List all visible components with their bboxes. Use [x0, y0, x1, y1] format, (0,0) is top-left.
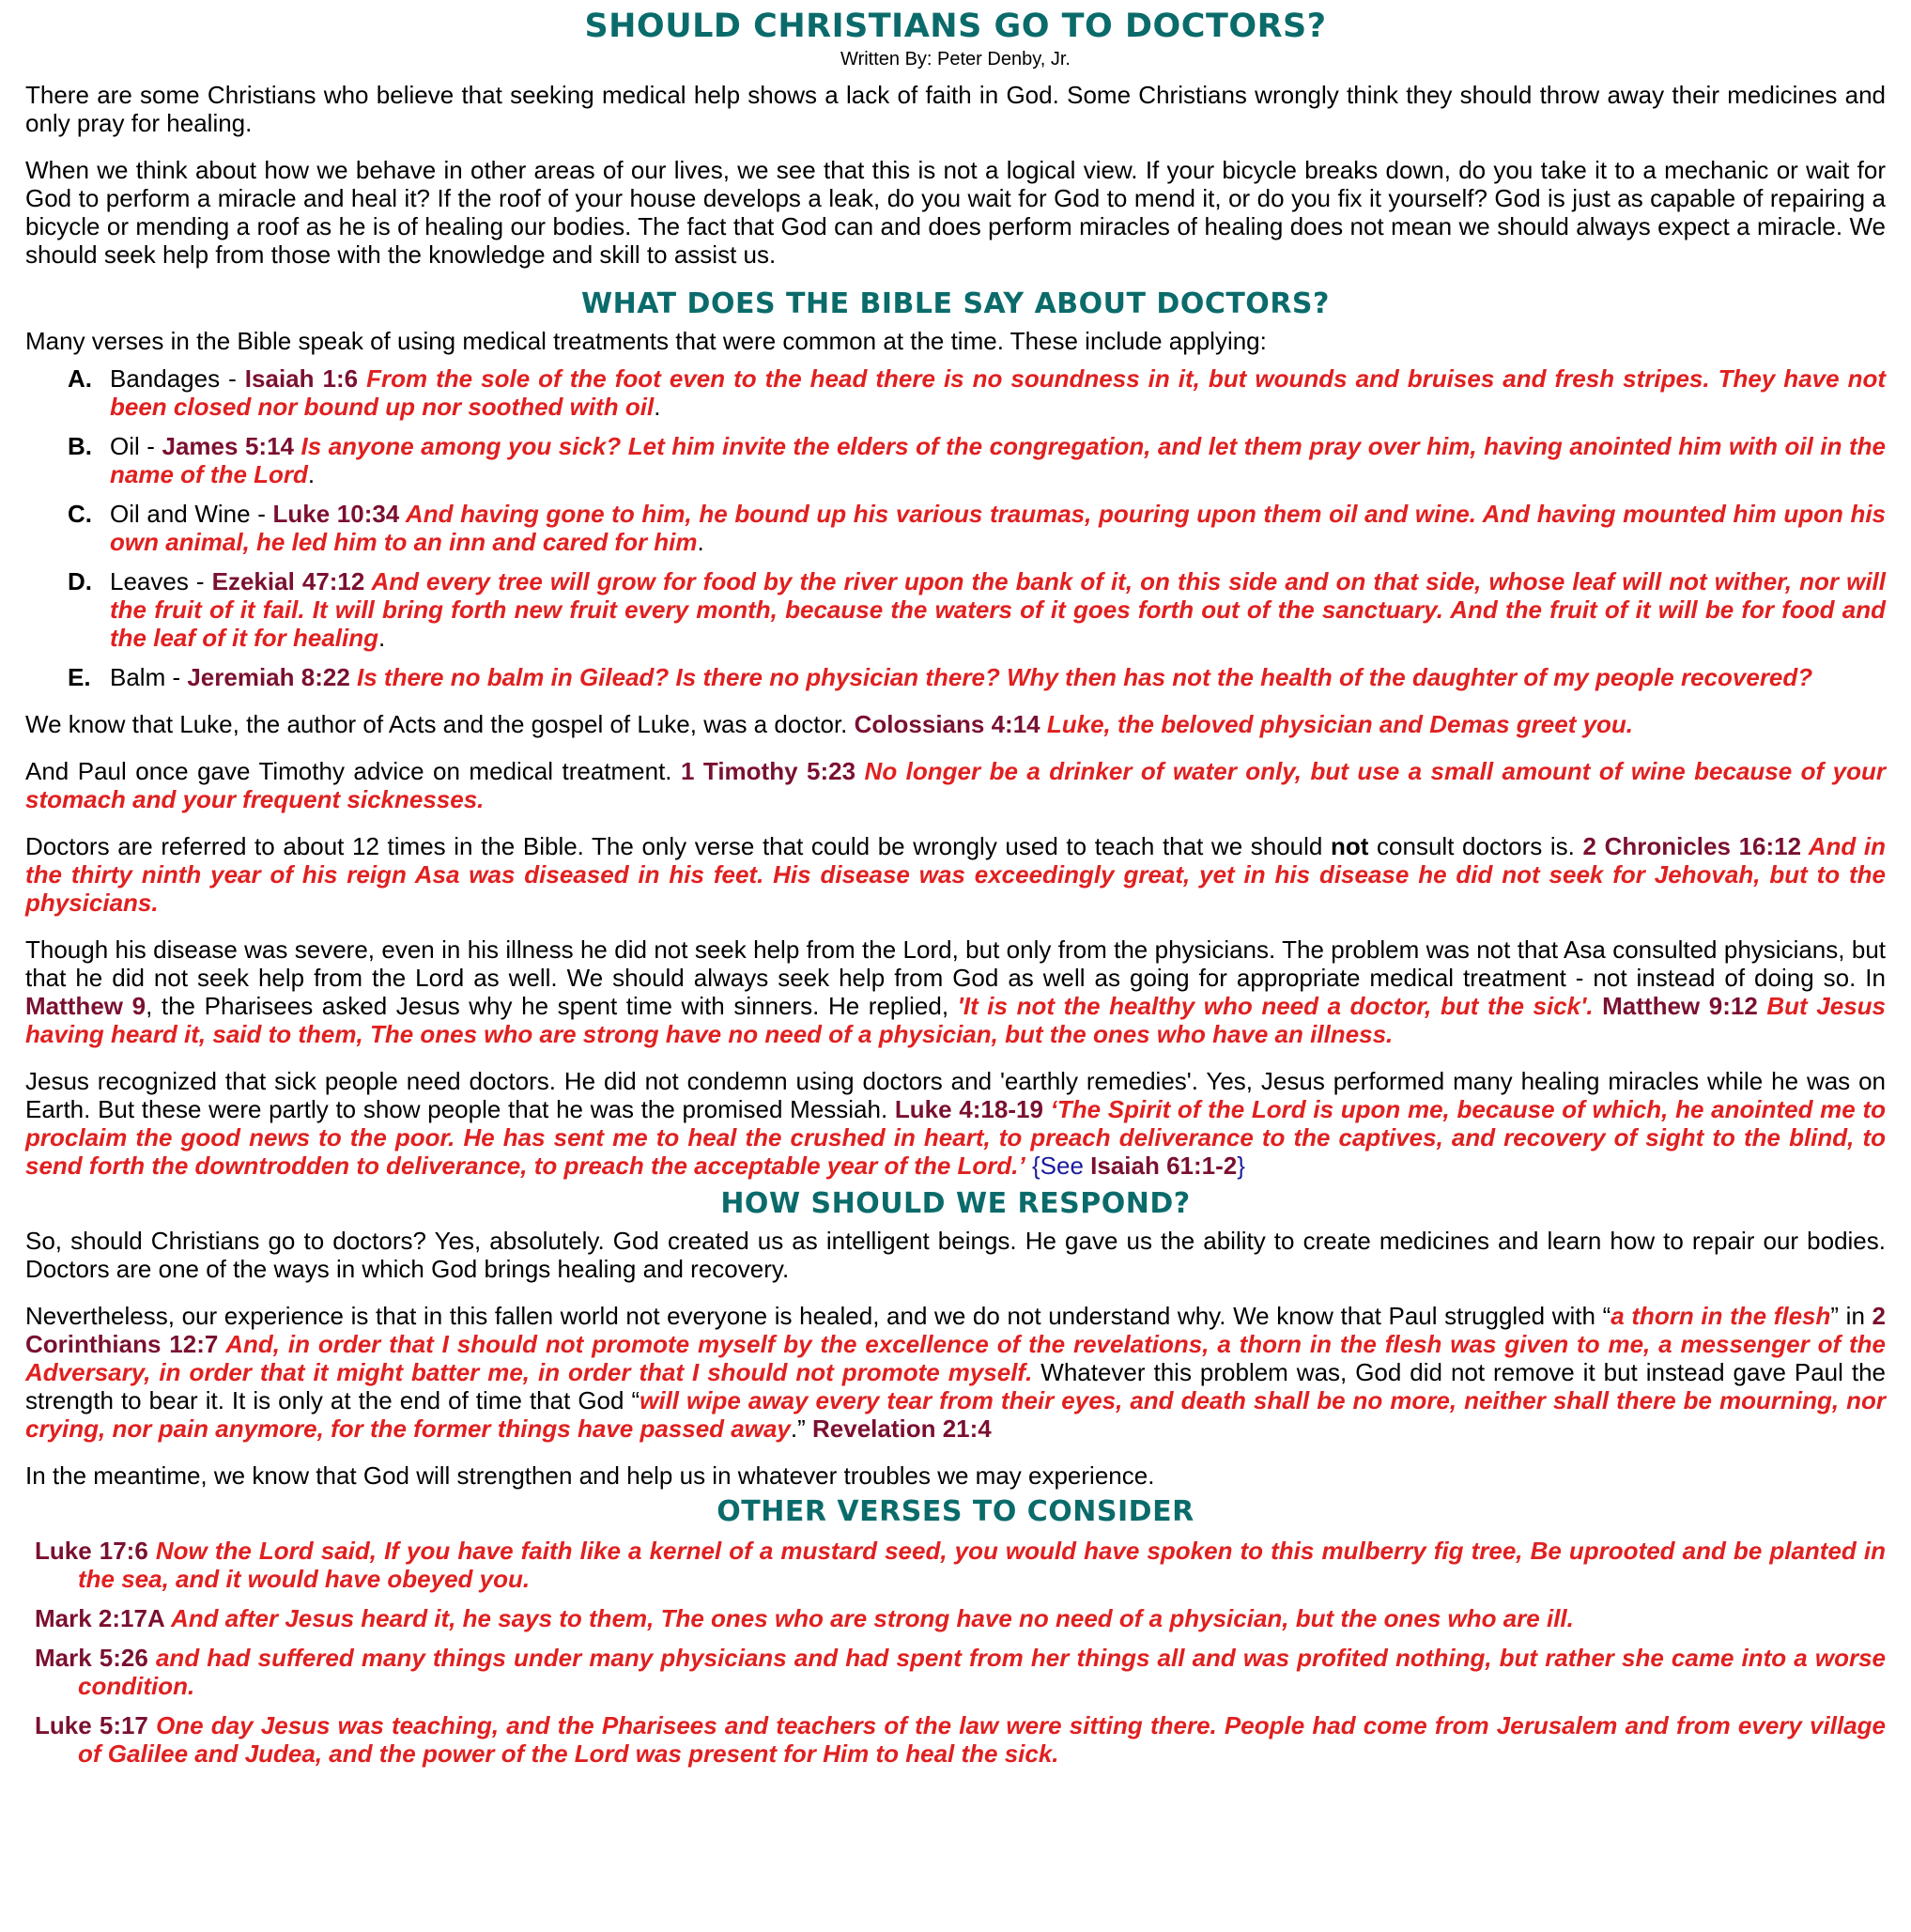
intro-paragraph-1: There are some Christians who believe that seeking medical help shows a lack of faith in God. Some Christians wrongly think they should throw away their medicines and only pray for healing. [25, 81, 1886, 137]
scripture-verse: From the sole of the foot even to the head there is no soundness in it, but wounds and bruises and fresh stripes. They have not been closed nor bound up nor soothed with oil [110, 364, 1887, 421]
scripture-reference: Luke 10:34 [272, 500, 400, 528]
treatment-item [25, 364, 1886, 421]
list-item [25, 1711, 1886, 1768]
treatment-item [25, 432, 1886, 488]
section-lead: Many verses in the Bible speak of using medical treatments that were common at the time. These include applying: [25, 327, 1267, 355]
body-text: Jesus recognized that sick people need doctors. He did not condemn using doctors and 'earthly remedies'. Yes, Jesus performed many healing miracles while he was on Earth. But these were partly to show people that he was the promised Messiah. [25, 1067, 1886, 1123]
verse-tail: . [654, 393, 661, 421]
treatment-label: Bandages - [110, 364, 245, 393]
scripture-reference: Mark 5:26 [35, 1644, 148, 1672]
body-text: , the Pharisees asked Jesus why he spent time with sinners. He replied, [146, 992, 958, 1020]
body-text: consult doctors is. [1368, 832, 1583, 860]
scripture-reference: Matthew 9:12 [1593, 992, 1758, 1020]
page-title: SHOULD CHRISTIANS GO TO DOCTORS? [584, 8, 1327, 45]
scripture-reference: 2 Corinthians 12:7 [25, 1302, 1887, 1358]
section-heading-other: OTHER VERSES TO CONSIDER [717, 1495, 1194, 1528]
body-text: Nevertheless, our experience is that in this fallen world not everyone is healed, and we do not understand why. We know that Paul struggled with “ [25, 1302, 1611, 1330]
see-also-close: } [1237, 1151, 1245, 1180]
list-marker: C. [68, 500, 92, 528]
scripture-verse: and had suffered many things under many physicians and had spent from her things all and was profited nothing, but rather she came into a worse condition. [78, 1644, 1887, 1700]
scripture-reference: Ezekial 47:12 [211, 567, 365, 595]
scripture-verse: One day Jesus was teaching, and the Pharisees and teachers of the law were sitting there. People had come from Jerusalem and from every village of Galilee and Judea, and the power of the Lord was present for Him to heal the sick. [78, 1711, 1886, 1768]
doctors-paragraph [25, 832, 1886, 917]
treatment-label: Balm - [110, 663, 188, 691]
body-text: We know that Luke, the author of Acts and the gospel of Luke, was a doctor. [25, 710, 855, 738]
asa-paragraph [25, 935, 1886, 1048]
body-text: Doctors are referred to about 12 times in the Bible. The only verse that could be wrongly used to teach that we should [25, 832, 1331, 860]
scripture-reference: Mark 2:17A [35, 1604, 165, 1632]
jesus-paragraph [25, 1067, 1886, 1180]
quoted-saying: 'It is not the healthy who need a doctor, but the sick'. [957, 992, 1594, 1020]
list-item [25, 1644, 1886, 1700]
verse-tail: . [697, 528, 704, 556]
respond-paragraph-2 [25, 1302, 1886, 1443]
respond-paragraph-3: In the meantime, we know that God will strengthen and help us in whatever troubles we may experience. [25, 1461, 1155, 1490]
scripture-reference: Jeremiah 8:22 [187, 663, 350, 691]
respond-paragraph-1: So, should Christians go to doctors? Yes, absolutely. God created us as intelligent beings. He gave us the ability to create medicines and learn how to repair our bodies. Doctors are one of the ways in which God brings healing and recovery. [25, 1227, 1886, 1283]
list-marker: B. [68, 432, 92, 460]
scripture-verse: Is anyone among you sick? Let him invite the elders of the congregation, and let them pray over him, having anointed him with oil in the name of the Lord [110, 432, 1886, 488]
list-marker: E. [68, 663, 91, 691]
scripture-verse: Now the Lord said, If you have faith like a kernel of a mustard seed, you would have spoken to this mulberry fig tree, Be uprooted and be planted in the sea, and it would have obeyed you. [78, 1537, 1886, 1593]
scripture-reference: 2 Chronicles 16:12 [1582, 832, 1802, 860]
scripture-reference: James 5:14 [162, 432, 294, 460]
scripture-verse: will wipe away every tear from their eyes, and death shall be no more, neither shall there be mourning, nor crying, nor pain anymore, for the former things have passed away [25, 1386, 1887, 1443]
body-text: .” [790, 1414, 812, 1443]
see-also-open: {See [1025, 1151, 1091, 1180]
scripture-reference: Luke 5:17 [35, 1711, 148, 1739]
scripture-verse: No longer be a drinker of water only, but use a small amount of wine because of your stomach and your frequent sicknesses. [25, 757, 1886, 813]
verse-tail: . [378, 624, 386, 652]
scripture-reference: Colossians 4:14 [854, 710, 1040, 738]
scripture-verse: And after Jesus heard it, he says to them, The ones who are strong have no need of a physician, but the ones who are ill. [164, 1604, 1574, 1632]
other-verses-list [25, 1537, 1886, 1768]
scripture-verse: But Jesus having heard it, said to them, The ones who are strong have no need of a physician, but the ones who have an illness. [25, 992, 1886, 1048]
body-text: And Paul once gave Timothy advice on medical treatment. [25, 757, 681, 785]
emphasis-not: not [1331, 832, 1369, 860]
scripture-reference: Luke 17:6 [35, 1537, 148, 1565]
treatment-list [25, 364, 1886, 691]
scripture-verse: Luke, the beloved physician and Demas greet you. [1040, 710, 1634, 738]
paul-paragraph [25, 757, 1886, 813]
treatment-item [25, 663, 1886, 691]
scripture-reference: Luke 4:18-19 [894, 1095, 1043, 1123]
scripture-verse: And every tree will grow for food by the river upon the bank of it, on this side and on that side, whose leaf will not wither, nor will the fruit of it fail. It will bring forth new fruit every month, because the waters of it goes forth out of the sanctuary. And the fruit of it will be for food and the leaf of it for healing [110, 567, 1886, 652]
list-item [25, 1537, 1886, 1593]
scripture-verse: ‘The Spirit of the Lord is upon me, because of which, he anointed me to proclaim the good news to the poor. He has sent me to heal the crushed in heart, to preach deliverance to the captives, and recovery of sight to the blind, to send forth the downtrodden to deliverance, to preach the acceptable year of the Lord.’ [25, 1095, 1887, 1180]
body-text: Whatever this problem was, God did not remove it but instead gave Paul the strength to bear it. It is only at the end of time that God “ [25, 1358, 1886, 1414]
scripture-reference: Isaiah 1:6 [244, 364, 359, 393]
treatment-label: Oil - [110, 432, 162, 460]
intro-paragraph-2: When we think about how we behave in other areas of our lives, we see that this is not a logical view. If your bicycle breaks down, do you take it to a mechanic or wait for God to perform a miracle and heal it? If the roof of your house develops a leak, do you wait for God to mend it, or do you fix it yourself? God is just as capable of repairing a bicycle or mending a roof as he is of healing our bodies. The fact that God can and does perform miracles of healing does not mean we should always expect a miracle. We should seek help from those with the knowledge and skill to assist us. [25, 156, 1886, 269]
list-marker: A. [68, 364, 92, 393]
treatment-item [25, 567, 1886, 652]
scripture-reference: 1 Timothy 5:23 [681, 757, 856, 785]
list-marker: D. [68, 567, 92, 595]
treatment-item [25, 500, 1886, 556]
body-text: ” in [1830, 1302, 1872, 1330]
list-item [25, 1604, 1886, 1632]
scripture-reference: Revelation 21:4 [812, 1414, 992, 1443]
scripture-verse: Is there no balm in Gilead? Is there no physician there? Why then has not the health of the daughter of my people recovered? [349, 663, 1813, 691]
verse-tail: . [307, 460, 316, 488]
body-text: Though his disease was severe, even in his illness he did not seek help from the Lord, but only from the physicians. The problem was not that Asa consulted physicians, but that he did not seek help from the Lord as well. We should always seek help from God as well as going for appropriate medical treatment - not instead of doing so. In [25, 935, 1886, 992]
treatment-label: Leaves - [110, 567, 212, 595]
scripture-verse: And having gone to him, he bound up his various traumas, pouring upon them oil and wine. And having mounted him upon his own animal, he led him to an inn and cared for him [110, 500, 1887, 556]
section-heading-respond: HOW SHOULD WE RESPOND? [720, 1187, 1191, 1220]
luke-paragraph [25, 710, 1886, 738]
treatment-label: Oil and Wine - [110, 500, 273, 528]
scripture-reference: Matthew 9 [25, 992, 146, 1020]
scripture-verse: And in the thirty ninth year of his reign Asa was diseased in his feet. His disease was exceedingly great, yet in his disease he did not seek for Jehovah, but to the physicians. [25, 832, 1886, 917]
section-heading-bible: WHAT DOES THE BIBLE SAY ABOUT DOCTORS? [581, 287, 1330, 320]
scripture-phrase: a thorn in the flesh [1610, 1302, 1831, 1330]
scripture-reference: Isaiah 61:1-2 [1090, 1151, 1238, 1180]
scripture-verse: And, in order that I should not promote myself by the excellence of the revelations, a thorn in the flesh was given to me, a messenger of the Adversary, in order that it might batter me, in order that I should not promote myself. [25, 1330, 1887, 1386]
byline: Written By: Peter Denby, Jr. [840, 49, 1071, 70]
